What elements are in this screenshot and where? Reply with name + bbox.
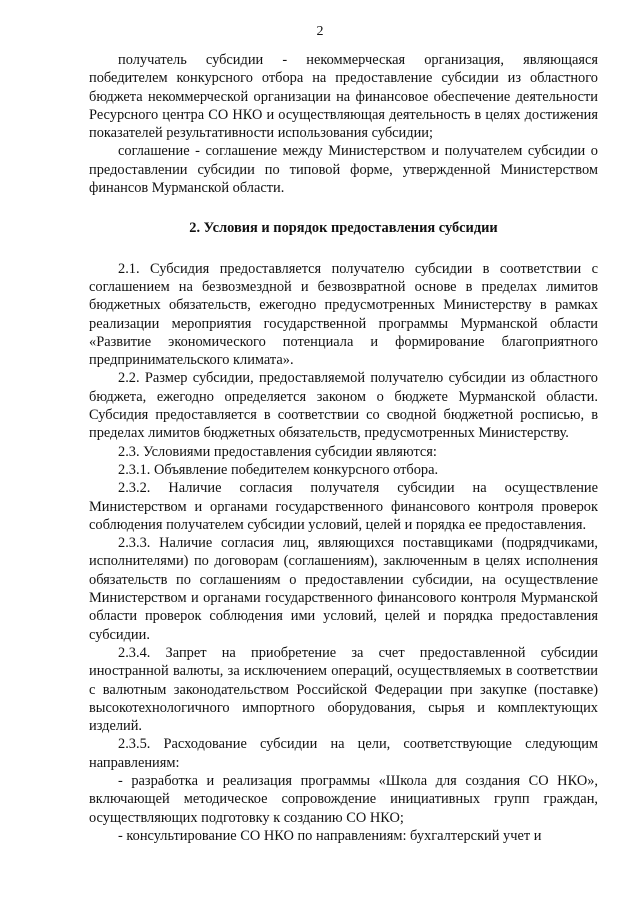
list-item-consulting: - консультирование СО НКО по направлениям: бухгалтерский учет и [118, 827, 542, 844]
clause-2-3-2: 2.3.2. Наличие согласия получателя субсидии на осуществление Министерством и органами государственного финансового контроля проверок соблюдения получателем субсидии условий, целей и порядка ее предоставления. [89, 480, 598, 533]
section-title: 2. Условия и порядок предоставления субсидии [189, 220, 498, 237]
clause-2-3-5: 2.3.5. Расходование субсидии на цели, соответствующие следующим направлениям: [89, 736, 598, 771]
clause-2-3: 2.3. Условиями предоставления субсидии являются: [118, 443, 437, 460]
clause-2-2: 2.2. Размер субсидии, предоставляемой получателю субсидии из областного бюджета, ежегодно определяется законом о бюджете Мурманской области. Субсидия предоставляется в соответствии со сводной бюджетной росписью, в пределах лимитов бюджетных обязательств, предусмотренных Министерству. [89, 370, 598, 442]
clause-2-3-4: 2.3.4. Запрет на приобретение за счет предоставленной субсидии иностранной валюты, за исключением операций, осуществляемых в соответствии с валютным законодательством Российской Федерации при закупке (поставке) высокотехнологичного импортного оборудования, сырья и комплектующих изделий. [89, 644, 598, 735]
clause-2-3-3: 2.3.3. Наличие согласия лиц, являющихся поставщиками (подрядчиками, исполнителями) по договорам (соглашениям), заключенным в целях исполнения обязательств по соглашениям о предоставлении субсидии, на осуществление Министерством и органами государственного финансового контроля Мурманской области проверок соблюдения ими условий, целей и порядка предоставления субсидии. [89, 535, 598, 643]
definition-agreement-paragraph: соглашение - соглашение между Министерством и получателем субсидии о предоставлении субсидии по типовой форме, утвержденной Министерством финансов Мурманской области. [89, 143, 598, 197]
clause-2-3-1: 2.3.1. Объявление победителем конкурсного отбора. [118, 461, 439, 478]
list-item-school-program: - разработка и реализация программы «Школа для создания СО НКО», включающей методическое сопровождение инициативных групп граждан, осуществляющих подготовку к созданию СО НКО; [89, 772, 598, 826]
document-body [89, 51, 598, 845]
clause-2-1: 2.1. Субсидия предоставляется получателю субсидии в соответствии с соглашением на безвозмездной и безвозвратной основе в пределах лимитов бюджетных обязательств, ежегодно предусмотренных Министерству в рамках реализации мероприятия государственной программы Мурманской области «Развитие экономического потенциала и формирование благоприятного предпринимательского климата». [89, 260, 598, 369]
page-number: 2 [316, 24, 324, 39]
definition-recipient-paragraph: получатель субсидии - некоммерческая организация, являющаяся победителем конкурсного отбора на предоставление субсидии из областного бюджета некоммерческой организации на финансовое обеспечение деятельности Ресурсного центра СО НКО и осуществляющая деятельность в целях достижения показателей результативности использования субсидии; [89, 52, 598, 142]
